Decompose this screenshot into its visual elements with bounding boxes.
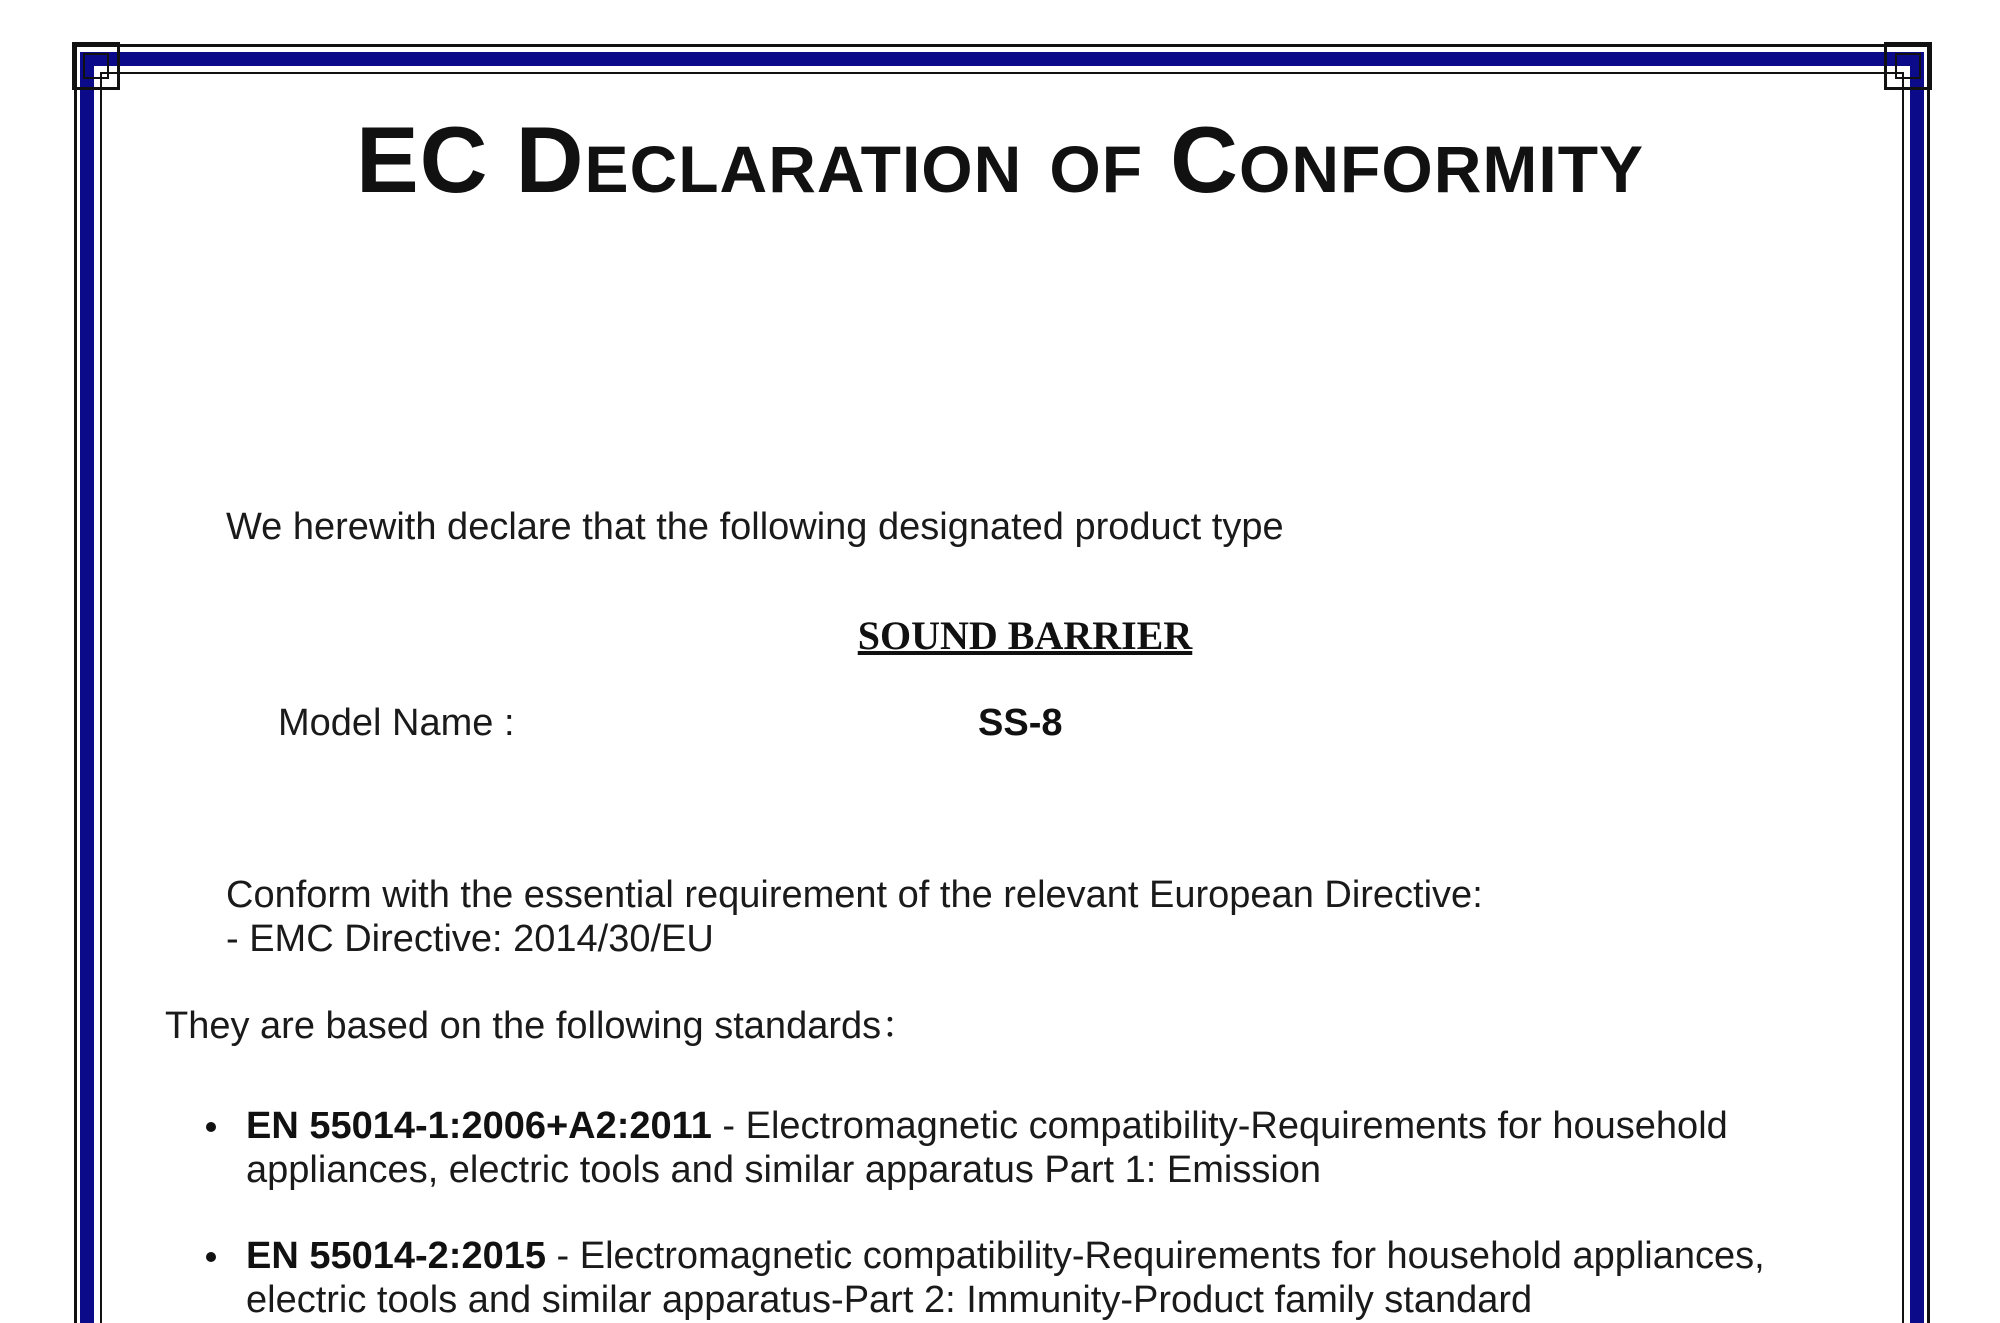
emc-directive: - EMC Directive: 2014/30/EU (226, 918, 714, 960)
standards-list (200, 1104, 1880, 1323)
standard-code: EN 55014-2:2015 (246, 1235, 546, 1277)
standard-description: - Electromagnetic compatibility-Requirements for household appliances, electric tools and similar apparatus-Part 2: Immunity-Product family standard (246, 1235, 1765, 1321)
standards-intro: They are based on the following standards： (165, 1005, 920, 1047)
declaration-intro: We herewith declare that the following designated product type (226, 506, 1284, 548)
standard-item (200, 1104, 1880, 1192)
product-type-text: SOUND BARRIER (857, 613, 1193, 658)
standard-code: EN 55014-1:2006+A2:2011 (246, 1105, 712, 1147)
bullet-icon (206, 1122, 216, 1132)
document-title: EC Declaration of Conformity (355, 107, 1645, 212)
frame-corner-top-right (1884, 42, 1932, 90)
product-type-heading (0, 612, 2000, 659)
model-name-label: Model Name : (278, 702, 515, 744)
bullet-icon (206, 1252, 216, 1262)
standard-description: - Electromagnetic compatibility-Requirements for household appliances, electric tools and similar apparatus Part 1: Emission (246, 1105, 1728, 1191)
frame-corner-top-left (72, 42, 120, 90)
model-name-value: SS-8 (978, 702, 1063, 744)
conformity-statement: Conform with the essential requirement of the relevant European Directive: (226, 874, 1483, 916)
standard-item (200, 1234, 1880, 1322)
